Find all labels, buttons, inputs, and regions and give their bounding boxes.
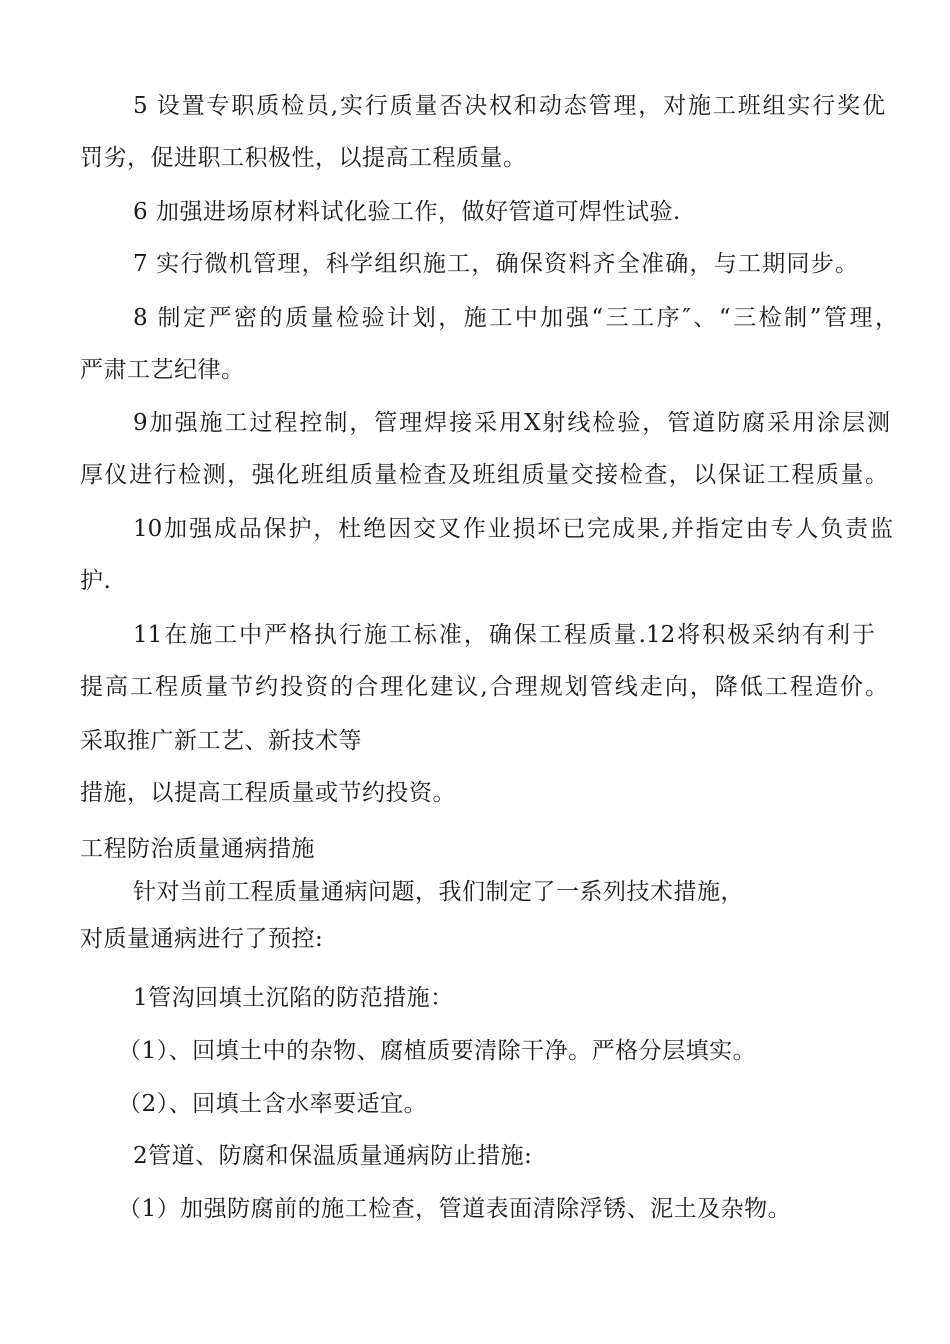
paragraph-11-line-1: 11在施工中严格执行施工标准，确保工程质量.12将积极采纳有利于 (133, 622, 875, 648)
paragraph-11-line-3: 采取推广新工艺、新技术等 (80, 728, 362, 754)
section-heading: 工程防治质量通病措施 (80, 836, 315, 862)
item-1-heading: 1管沟回填土沉陷的防范措施： (133, 985, 454, 1011)
paragraph-6: 6 加强进场原材料试化验工作，做好管道可焊性试验. (133, 199, 681, 225)
paragraph-9-line-1: 9加强施工过程控制，管理焊接采用X射线检验，管道防腐采用涂层测 (133, 410, 890, 436)
paragraph-10-line-1: 10加强成品保护，杜绝因交叉作业损坏已完成果,并指定由专人负责监 (133, 516, 893, 542)
paragraph-9-line-2: 厚仪进行检测，强化班组质量检查及班组质量交接检查，以保证工程质量。 (80, 462, 888, 488)
paragraph-11-line-2: 提高工程质量节约投资的合理化建议,合理规划管线走向，降低工程造价。 (80, 674, 888, 700)
paragraph-7: 7 实行微机管理，科学组织施工，确保资料齐全准确，与工期同步。 (133, 251, 858, 277)
paragraph-10-line-2: 护. (80, 568, 112, 594)
item-2-heading: 2管道、防腐和保温质量通病防止措施: (133, 1143, 533, 1169)
intro-line-1: 针对当前工程质量通病问题，我们制定了一系列技术措施， (133, 879, 744, 905)
item-1-sub-2: （2）、回填土含水率要适宜。 (118, 1091, 428, 1117)
paragraph-11-line-4: 措施，以提高工程质量或节约投资。 (80, 780, 456, 806)
paragraph-5-line-1: 5 设置专职质检员,实行质量否决权和动态管理，对施工班组实行奖优 (133, 93, 885, 119)
paragraph-8-line-2: 严肃工艺纪律。 (80, 357, 245, 383)
item-2-sub-1: （1）加强防腐前的施工检查，管道表面清除浮锈、泥土及杂物。 (118, 1196, 792, 1222)
paragraph-8-line-1: 8 制定严密的质量检验计划，施工中加强“三工序″、“三检制”管理， (133, 305, 898, 331)
item-1-sub-1: （1）、回填土中的杂物、腐植质要清除干净。严格分层填实。 (118, 1038, 757, 1064)
intro-line-2: 对质量通病进行了预控: (80, 926, 324, 952)
paragraph-5-line-2: 罚劣，促进职工积极性，以提高工程质量。 (80, 145, 527, 171)
